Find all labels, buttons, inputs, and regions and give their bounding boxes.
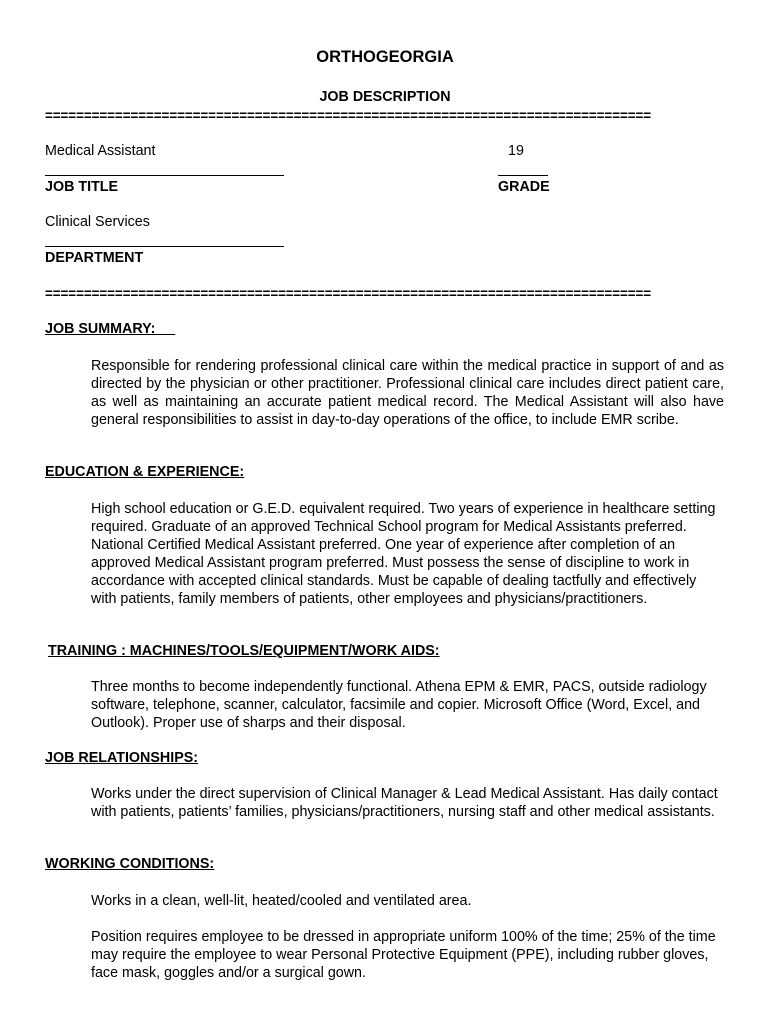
education-body: High school education or G.E.D. equivalent required. Two years of experience in healthcare setting required. Graduate of an approved Technical School program for Medical Assistants preferred. National Certified Medical Assistant preferred. One year of experience after completion of an approved Medical Assistant program preferred. Must possess the sense of discipline to work in accordance with accepted clinical standards. Must be capable of dealing tactfully and effectively with patients, family members of patients, other employees and physicians/practitioners. — [91, 501, 716, 607]
working-conditions-heading: WORKING CONDITIONS: — [45, 856, 215, 872]
company-name: ORTHOGEORGIA — [316, 48, 454, 66]
grade-value: 19 — [508, 143, 524, 159]
department-label: DEPARTMENT — [45, 250, 144, 266]
working-conditions-body-2: Position requires employee to be dressed in appropriate uniform 100% of the time; 25% of the time may require the employee to wear Personal Protective Equipment (PPE), including rubber gloves, face mask, goggles and/or a surgical gown. — [91, 929, 716, 981]
department-underline — [45, 246, 284, 247]
top-separator: ============================================================================== — [45, 108, 652, 123]
relationships-body: Works under the direct supervision of Clinical Manager & Lead Medical Assistant. Has daily contact with patients, patients’ families, physicians/practitioners, nursing staff and other medical assistants. — [91, 786, 718, 820]
grade-label: GRADE — [498, 179, 550, 195]
training-heading: TRAINING : MACHINES/TOOLS/EQUIPMENT/WORK AIDS: — [48, 643, 440, 659]
education-heading: EDUCATION & EXPERIENCE: — [45, 464, 245, 480]
training-body: Three months to become independently functional. Athena EPM & EMR, PACS, outside radiology software, telephone, scanner, calculator, facsimile and copier. Microsoft Office (Word, Excel, and Outlook). Proper use of sharps and their disposal. — [91, 679, 707, 731]
job-summary-heading: JOB SUMMARY: — [45, 321, 156, 337]
relationships-heading: JOB RELATIONSHIPS: — [45, 750, 199, 766]
middle-separator: ============================================================================== — [45, 286, 652, 301]
job-title-label: JOB TITLE — [45, 179, 119, 195]
grade-underline — [498, 175, 548, 176]
job-summary-body: Responsible for rendering professional clinical care within the medical practice in support of and as directed by the physician or other practitioner. Professional clinical care includes direct patient care, as well as maintaining an accurate patient medical record. The Medical Assistant will also have general responsibilities to assist in day-to-day operations of the office, to include EMR scribe. — [91, 358, 724, 428]
working-conditions-body-1: Works in a clean, well-lit, heated/cooled and ventilated area. — [91, 893, 472, 909]
job-title-value: Medical Assistant — [45, 143, 156, 159]
department-value: Clinical Services — [45, 214, 150, 230]
job-title-underline — [45, 175, 284, 176]
document-type: JOB DESCRIPTION — [319, 89, 451, 105]
